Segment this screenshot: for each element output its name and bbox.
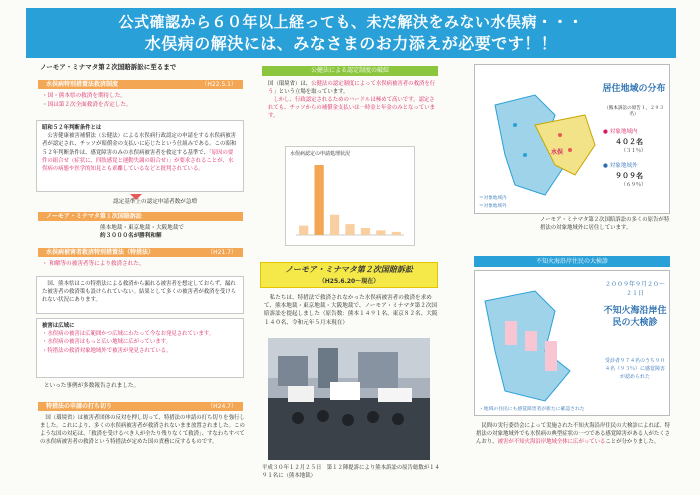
wide-damage-box bbox=[36, 318, 244, 378]
distribution-title: 居住地域の分布 bbox=[602, 84, 666, 94]
pink-line: ・国は第２次全面救済を否定した。 bbox=[42, 102, 132, 108]
map-legend-outside: ＝対象地域外 bbox=[479, 204, 507, 209]
header-line-2: 水俣病の解決には、みなさまのお力添えが必要です！！ bbox=[144, 34, 558, 53]
header-line-1: 公式確認から６０年以上経っても、未だ解決をみない水俣病・・・ bbox=[118, 13, 584, 31]
applicants-increase: 認定基準上の認定申請者数が急増 bbox=[113, 199, 197, 205]
map-note: ノーモア・ミナマタ第２次国賠訴訟の多くの原告が特措法の対象地域外に居住しています。 bbox=[540, 217, 670, 231]
first-lawsuit-text bbox=[100, 224, 240, 240]
wide-damage-line: ・水俣病の被害はもっと広い地域に広がっています。 bbox=[42, 339, 171, 346]
inside-area-value: ４０２名 bbox=[615, 138, 643, 146]
bar-year: （H22.5.1） bbox=[201, 81, 237, 88]
chart-bar bbox=[376, 230, 385, 235]
cert-text-c: しかし、行政認定されるためのハードルは極めて高いです。認定されても、チッソからの補償金支払いは一時金と年金のみとなっています。 bbox=[268, 97, 435, 119]
second-lawsuit-name: ノーモア・ミナマタ第２次国賠訴訟 bbox=[285, 265, 413, 274]
survey-map-panel bbox=[474, 270, 670, 416]
bar-year: （H24.7） bbox=[207, 403, 237, 410]
lawsuit-photo-svg bbox=[268, 338, 430, 460]
bar-label: 特措法の申請の打ち切り bbox=[46, 403, 113, 410]
chart-bar bbox=[330, 215, 339, 235]
criteria-body: 公害健康被害補償法（公健法）による水俣病行政認定の申請をする水俣病被害者が認定され、チッソが賠償金の支払いに応じたという仕組みである。この昭和５２年判断条件は、感覚障害のみの水俣病被害者を救定する基準で、 bbox=[42, 133, 237, 156]
certification-text bbox=[268, 80, 436, 120]
wide-damage-line: ・水俣病の被害は広範囲かつ広域にわたって今なお発見されています。 bbox=[42, 331, 215, 338]
cert-text-b: 」という立場を取っています。 bbox=[273, 89, 349, 95]
survey-date: ２００９年９月２０～２１日 bbox=[604, 281, 665, 297]
cert-highlight: 公健法の認定制度によって水俣病被害者の救済を行う bbox=[268, 81, 436, 95]
second-lawsuit-title bbox=[260, 262, 438, 288]
chart-bar bbox=[299, 226, 308, 235]
residence-map-panel bbox=[474, 64, 670, 214]
bar-first-lawsuit bbox=[38, 212, 243, 221]
bar-survey: 不知火海沿岸住民の大検診 bbox=[474, 256, 670, 267]
cases-reported: といった事例が多数報告されました。 bbox=[44, 383, 140, 389]
minamata-city-label: 水俣 bbox=[551, 149, 564, 156]
survey-title: 不知火海沿岸住民の大検診 bbox=[603, 306, 667, 328]
chart-bar bbox=[345, 224, 354, 235]
inside-area-text: 対象地域内 bbox=[609, 129, 638, 135]
criteria-heading: 昭和５２年判断条件とは bbox=[42, 125, 102, 131]
survey-conclusion-a: 民間の実行委員会によって実施された不知火海沿岸住民の大検診によれば、特措法の対象地域外でも水俣病の典型症状の一つである感覚障害がある人がたくさんおり、 bbox=[476, 423, 671, 446]
first-lawsuit-line: 熊本地裁・東京地裁・大阪地裁で bbox=[100, 225, 184, 231]
criteria-highlight: 「原因の要件の組合せ（症状に、四肢感覚と運動失調の組合せ）」が要求されることが、水俣病の病態や医学的知見とも乖離しているなどと批判されている。 bbox=[42, 149, 234, 173]
wide-damage-title: 被害は広域に bbox=[42, 323, 75, 329]
criteria-box bbox=[36, 120, 244, 192]
outside-area-value: ９０９名 bbox=[615, 172, 643, 180]
cert-text-a: 国（環境省）は、 bbox=[268, 81, 312, 87]
second-lawsuit-date: （H25.6.20～現在） bbox=[318, 278, 380, 285]
bar-label: 水俣病被害者救済特別措置法（特措法） bbox=[46, 249, 155, 256]
bar-year: （H21.7） bbox=[207, 249, 237, 256]
inside-area-pct: （３１％） bbox=[621, 148, 647, 154]
special-act-box: 国、熊本県はこの特措法による救済から漏れる被害者を想定しておらず、漏れた被害者の救済策も設けられていない。結果として多くの被害者が救済を受けられない状況にあります。 bbox=[36, 276, 244, 314]
survey-conclusion-b: ことが分かりました。 bbox=[605, 439, 660, 446]
bar-termination bbox=[38, 402, 243, 411]
map-legend-inside: ＝対象地域内 bbox=[479, 196, 507, 201]
photo-caption: 平成３０年１２月２５日 第１２陣提訴により熊本訴訟の原告総数が１４９１名に（熊本地裁） bbox=[262, 465, 440, 479]
distribution-sub: （熊本訴訟の原告１，２９３名） bbox=[604, 106, 664, 117]
certification-chart bbox=[285, 146, 415, 246]
survey-stats: 受診者９７４名のうち９０４名（９３％）に感覚障害が認められた bbox=[604, 358, 665, 380]
outside-area-text: 対象地域外 bbox=[609, 163, 638, 169]
pink-note-2: ・ 和解等の被害者等により救済された。 bbox=[42, 261, 145, 267]
bar-label: ノーモア・ミナマタ第１次国賠訴訟 bbox=[46, 213, 142, 220]
pink-line: ・国・熊本県の救済を期待した。 bbox=[42, 93, 126, 99]
col1-title: ノーモア・ミナマタ第２次国賠訴訟に至るまで bbox=[40, 63, 177, 71]
second-lawsuit-text: 私たちは、特措法で救済されなかった水俣病被害者の救済を求めて、熊本地裁・東京地裁・大阪地裁で、ノーモア・ミナマタ第２次国賠訴訟を提起しました（原告数：熊本１４９１名、東京８２名、大阪１４０名、令和元年５月末現在） bbox=[264, 295, 438, 326]
bar-certification-failure: 公健法による認定制度の破綻 bbox=[262, 66, 438, 76]
chart-svg bbox=[286, 159, 414, 245]
wide-damage-line: ・特措法の救済対象地域外で被害が発見されている。 bbox=[42, 347, 172, 354]
outside-area-pct: （６９％） bbox=[621, 182, 647, 188]
survey-note: ・地域の住民にも感覚障害者が新たに確認された bbox=[479, 407, 585, 412]
first-lawsuit-line: 約３０００名が勝利和解 bbox=[100, 233, 162, 239]
bar-special-measures bbox=[38, 80, 243, 89]
chart-title: 水俣病認定の申請処理状況 bbox=[290, 151, 351, 157]
lawsuit-photo bbox=[268, 338, 430, 460]
inside-area-label: ● 対象地域内 bbox=[603, 129, 638, 135]
bar-special-act bbox=[38, 248, 243, 257]
pink-note-1 bbox=[42, 92, 242, 110]
chart-bar bbox=[361, 228, 370, 235]
bar-label: 水俣病特別措置法救済制度 bbox=[46, 81, 119, 88]
header-banner bbox=[26, 8, 676, 58]
chart-bar bbox=[315, 165, 324, 235]
survey-conclusion-hl: 被害が不知火海沿岸地域全体に広がっている bbox=[497, 439, 606, 446]
termination-text: 国（環境省）は被害者団体の反対を押し切って、特措法の申請の打ち切りを強行しました。これにより、多くの水俣病被害者が救済されないまま放置されました。このような国の対応は、「救済を受けるべき人が全たり残りなくて救済」、すなわちすべての水俣病被害者の救済という特措法が定めた国の責務に反するものです。 bbox=[40, 415, 245, 445]
survey-conclusion bbox=[476, 422, 672, 447]
outside-area-label: ● 対象地域外 bbox=[603, 163, 638, 169]
chart-bar bbox=[392, 232, 401, 235]
